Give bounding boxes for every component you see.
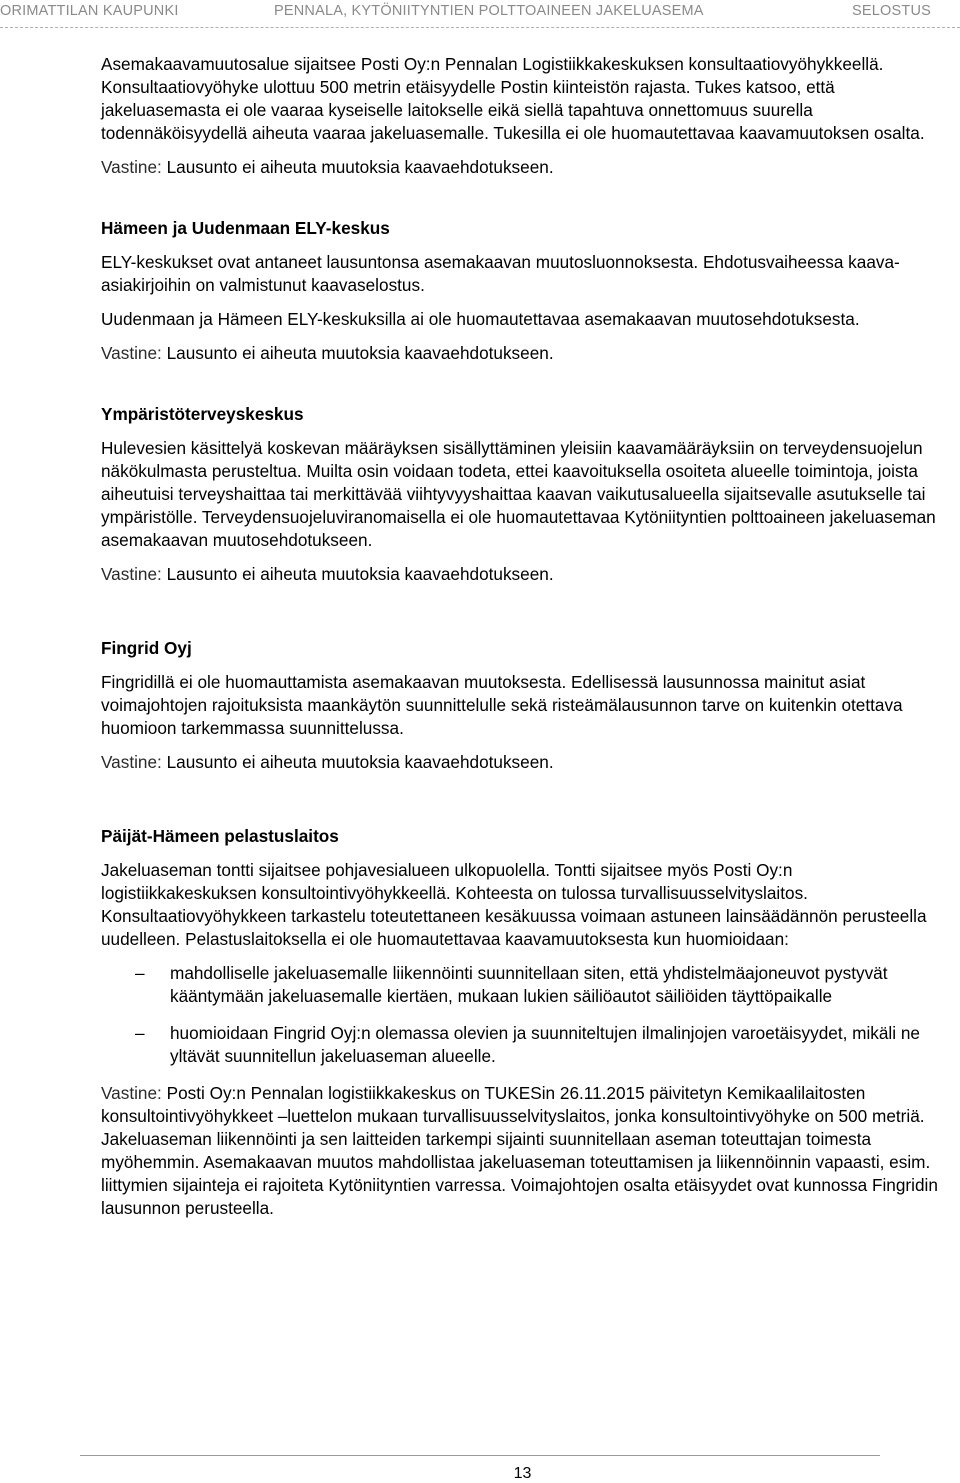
document-body xyxy=(101,53,941,1220)
vastine-text: Lausunto ei aiheuta muutoksia kaavaehdotukseen. xyxy=(166,752,554,772)
section-ely xyxy=(101,217,941,365)
fingrid-title: Fingrid Oyj xyxy=(101,638,192,658)
pelastus-condition-list xyxy=(101,962,941,1068)
pelastus-vastine xyxy=(101,1082,941,1220)
section-spacer xyxy=(101,774,941,825)
vastine-text: Lausunto ei aiheuta muutoksia kaavaehdotukseen. xyxy=(166,564,554,584)
ely-paragraph-2: Uudenmaan ja Hämeen ELY-keskuksilla ai ole huomautettavaa asemakaavan muutosehdotuksesta. xyxy=(101,309,860,329)
section-spacer xyxy=(101,586,941,637)
ymparisto-paragraph: Hulevesien käsittelyä koskevan määräyksen sisällyttäminen yleisiin kaavamääräyksiin on terveydensuojelun näkökulmasta perusteltua. Muilta osin voidaan todeta, ettei kaavoituksella osoiteta alueelle toimintoja, joista aiheutuisi terveyshaittaa tai merkittävää viihtyvyyshaittaa kaavan vaikutusalueella sijaitsevalle asutukselle tai ympäristölle. Terveydensuojeluviranomaisella ei ole huomautettavaa Kytöniityntien polttoaineen jakeluaseman asemakaavan muutosehdotukseen. xyxy=(101,438,936,550)
vastine-label: Vastine: xyxy=(101,343,162,363)
vastine-label: Vastine: xyxy=(101,752,162,772)
header-divider xyxy=(0,27,960,28)
page-header xyxy=(0,0,960,24)
pelastus-title: Päijät-Hämeen pelastuslaitos xyxy=(101,826,339,846)
header-project: PENNALA, KYTÖNIITYNTIEN POLTTOAINEEN JAKELUASEMA xyxy=(274,3,704,19)
section-intro xyxy=(101,53,941,179)
ymparisto-vastine xyxy=(101,563,941,586)
fingrid-vastine xyxy=(101,751,941,774)
header-doc-type: SELOSTUS xyxy=(852,3,931,19)
list-item xyxy=(101,962,941,1008)
intro-paragraph: Asemakaavamuutosalue sijaitsee Posti Oy:n Pennalan Logistiikkakeskuksen konsultaatiovyöhykkeellä. Konsultaatiovyöhyke ulottuu 500 metrin etäisyydelle Postin kiinteistön rajasta. Tukes katsoo, että jakeluasemasta ei ole vaaraa kyseiselle laitokselle eikä siellä tapahtuva onnettomuus suurella todennäköisyydellä aiheuta vaaraa jakeluasemalle. Tukesilla ei ole huomautettavaa kaavamuutoksen osalta. xyxy=(101,54,925,143)
section-fingrid xyxy=(101,637,941,774)
list-item-text: mahdolliselle jakeluasemalle liikennöinti suunnitellaan siten, että yhdistelmäajoneuvot pystyvät kääntymään jakeluasemalle kiertäen, mukaan lukien säiliöautot säiliöiden täyttöpaikalle xyxy=(170,963,888,1006)
vastine-label: Vastine: xyxy=(101,564,162,584)
dash-bullet: – xyxy=(135,1023,145,1043)
section-spacer xyxy=(101,365,941,403)
section-ymparisto xyxy=(101,403,941,586)
ely-vastine xyxy=(101,342,941,365)
ely-paragraph-1: ELY-keskukset ovat antaneet lausuntonsa asemakaavan muutosluonnoksesta. Ehdotusvaiheessa kaava-asiakirjoihin on valmistunut kaavaselostus. xyxy=(101,252,900,295)
dash-bullet: – xyxy=(135,963,145,983)
vastine-label: Vastine: xyxy=(101,1083,162,1103)
footer-divider xyxy=(80,1455,880,1456)
vastine-text: Lausunto ei aiheuta muutoksia kaavaehdotukseen. xyxy=(166,157,554,177)
header-org: ORIMATTILAN KAUPUNKI xyxy=(0,3,179,19)
section-spacer xyxy=(101,179,941,217)
page-number: 13 xyxy=(513,1465,532,1482)
fingrid-paragraph: Fingridillä ei ole huomauttamista asemakaavan muutoksesta. Edellisessä lausunnossa mainitut asiat voimajohtojen rajoituksista maankäytön suunnittelulle sekä risteämälausunnon tarve on kuitenkin otettava huomioon tarkemmassa suunnittelussa. xyxy=(101,672,903,738)
list-item xyxy=(101,1022,941,1068)
section-pelastus xyxy=(101,825,941,1220)
pelastus-paragraph: Jakeluaseman tontti sijaitsee pohjavesialueen ulkopuolella. Tontti sijaitsee myös Posti Oy:n logistiikkakeskuksen konsultointivyöhykkeellä. Kohteesta on tulossa turvallisuusselvityslaitos. Konsultaatiovyöhykkeen tarkastelu toteutettaneen kesäkuussa voimaan astuneen lainsäädännön perusteella uudelleen. Pelastuslaitoksella ei ole huomautettavaa kaavamuutoksesta kun huomioidaan: xyxy=(101,860,927,949)
ely-title: Hämeen ja Uudenmaan ELY-keskus xyxy=(101,218,390,238)
intro-vastine xyxy=(101,156,941,179)
vastine-text: Lausunto ei aiheuta muutoksia kaavaehdotukseen. xyxy=(166,343,554,363)
vastine-text: Posti Oy:n Pennalan logistiikkakeskus on TUKESin 26.11.2015 päivitetyn Kemikaalilaitosten konsultointivyöhykkeet –luettelon mukaan turvallisuusselvityslaitos, jonka konsultointivyöhyke on 500 metriä. Jakeluaseman liikennöinti ja sen laitteiden tarkempi sijainti suunnitellaan aseman toteuttajan toimesta myöhemmin. Asemakaavan muutos mahdollistaa jakeluaseman toteuttamisen ja liikennöinnin vapaasti, esim. liittymien sijainteja ei rajoiteta Kytöniityntien varressa. Voimajohtojen osalta etäisyydet ovat kunnossa Fingridin lausunnon perusteella. xyxy=(101,1083,938,1218)
ymparisto-title: Ympäristöterveyskeskus xyxy=(101,404,304,424)
list-item-text: huomioidaan Fingrid Oyj:n olemassa olevien ja suunniteltujen ilmalinjojen varoetäisyydet, mikäli ne yltävät suunnitellun jakeluaseman alueelle. xyxy=(170,1023,920,1066)
vastine-label: Vastine: xyxy=(101,157,162,177)
